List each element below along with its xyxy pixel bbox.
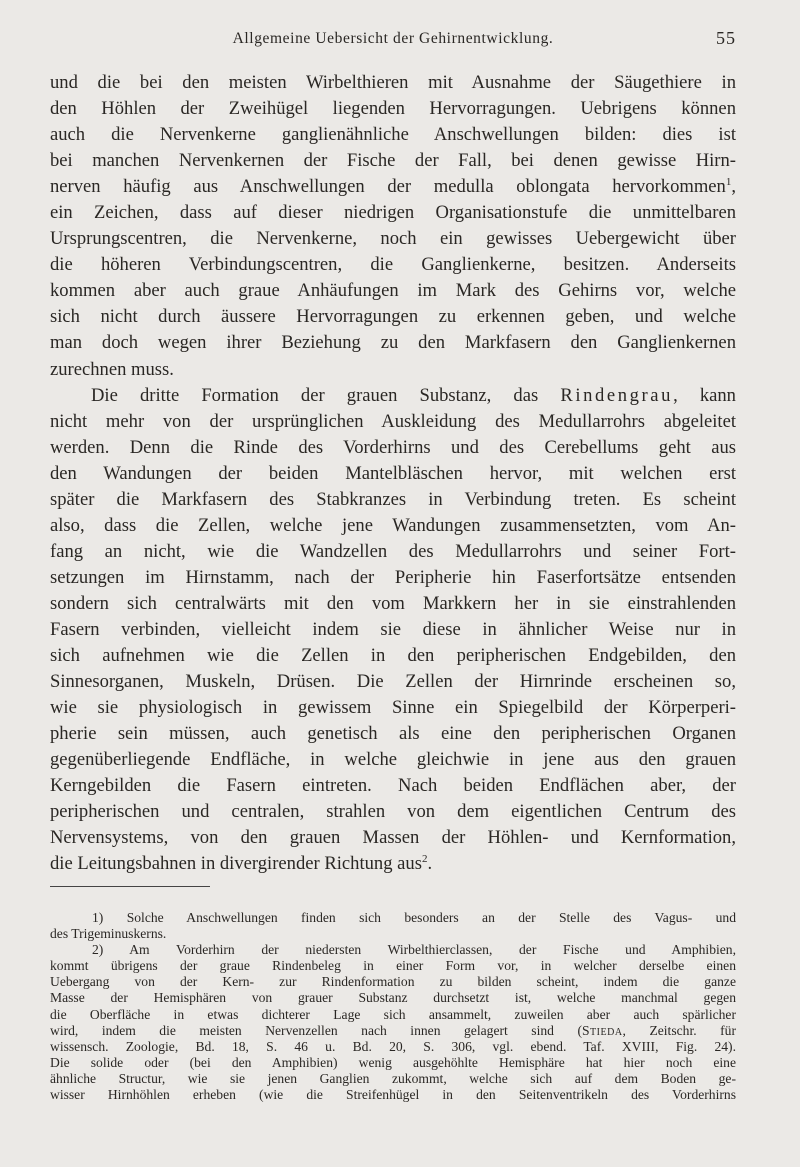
- text-line: setzungen im Hirnstamm, nach der Peripherie hin Faserfortsätze entsenden: [50, 566, 736, 588]
- footnote-ref: 2: [421, 853, 428, 866]
- text-line: und die bei den meisten Wirbelthieren mit Ausnahme der Säugethiere in: [50, 72, 736, 93]
- text-line: sich aufnehmen wie die Zellen in den peripherischen Endgebilden, den: [50, 645, 736, 667]
- text-line: pherie sein müssen, auch genetisch als eine den peripherischen Organen: [50, 723, 736, 745]
- text-line: wie sie physiologisch in gewissem Sinne ein Spiegelbild der Körperperi-: [50, 697, 736, 719]
- text-line: nicht mehr von der ursprünglichen Auskleidung des Medullarrohrs abgeleitet: [50, 410, 736, 432]
- footnote-line: Masse der Hemisphären von grauer Substanz durchsetzt ist, welche manchmal gegen: [50, 990, 736, 1006]
- footnote-line: wissensch. Zoologie, Bd. 18, S. 46 u. Bd. 20, S. 306, vgl. ebend. Taf. XVIII, Fig. 24).: [50, 1038, 736, 1054]
- footnote-text-tail: , Zeitschr. für: [622, 1022, 736, 1038]
- footnote-line: die Oberfläche in etwas dichterer Lage sich ansammelt, zuweilen aber auch spärlicher: [50, 1006, 736, 1022]
- footnote-marker: 2): [92, 942, 104, 958]
- text-line: Kerngebilden die Fasern eintreten. Nach beiden Endflächen aber, der: [50, 775, 736, 797]
- spaced-term: Rindengrau: [560, 384, 674, 406]
- text-line: Nervensystems, von den grauen Massen der Höhlen- und Kernformation,: [50, 827, 736, 849]
- body-text: [50, 70, 736, 877]
- text-line: den Höhlen der Zweihügel liegenden Hervorragungen. Uebrigens können: [50, 98, 736, 120]
- text-line: Ursprungscentren, die Nervenkerne, noch ein gewisses Uebergewicht über: [50, 228, 736, 250]
- running-title: Allgemeine Uebersicht der Gehirnentwicklung.: [232, 30, 554, 47]
- footnote-text: Am Vorderhirn der niedersten Wirbelthierclassen, der Fische und Amphibien,: [129, 942, 736, 958]
- footnote-line: [50, 910, 736, 926]
- footnote-text: wird, indem die meisten Nervenzellen nach innen gelagert sind (: [50, 1022, 582, 1038]
- footnote-line: des Trigeminuskerns.: [50, 926, 167, 942]
- page-number: 55: [716, 28, 736, 48]
- punctuation: .: [427, 853, 433, 875]
- line-text-tail: , kann: [673, 384, 736, 406]
- line-text: nerven häufig aus Anschwellungen der medulla oblongata hervorkommen: [50, 176, 726, 198]
- text-line: [50, 851, 736, 877]
- line-text: Die dritte Formation der grauen Substanz, das: [91, 384, 539, 406]
- text-line: [50, 174, 736, 200]
- text-line: den Wandungen der beiden Mantelbläschen hervor, mit welchen erst: [50, 462, 736, 484]
- text-line: werden. Denn die Rinde des Vorderhirns und des Cerebellums geht aus: [50, 436, 736, 458]
- text-line: gegenüberliegende Endfläche, in welche gleichwie in jene aus den grauen: [50, 749, 736, 771]
- text-line: ein Zeichen, dass auf dieser niedrigen Organisationstufe die unmittelbaren: [50, 202, 736, 224]
- text-line: also, dass die Zellen, welche jene Wandungen zusammensetzten, vom An-: [50, 514, 736, 536]
- text-line: [50, 383, 736, 409]
- footnote-line: [50, 942, 736, 958]
- text-line: Fasern verbinden, vielleicht indem sie diese in ähnlicher Weise nur in: [50, 618, 736, 640]
- footnote-line: Uebergang von der Kern- zur Rindenformation zu bilden scheint, indem die ganze: [50, 974, 736, 990]
- footnote-line: Die solide oder (bei den Amphibien) wenig ausgehöhlte Hemisphäre hat hier noch eine: [50, 1054, 736, 1070]
- text-line: später die Markfasern des Stabkranzes in Verbindung treten. Es scheint: [50, 488, 736, 510]
- footnote-ref: 1: [725, 176, 732, 189]
- text-line: die höheren Verbindungscentren, die Ganglienkerne, besitzen. Anderseits: [50, 254, 736, 276]
- text-line: man doch wegen ihrer Beziehung zu den Markfasern den Ganglienkernen: [50, 332, 736, 354]
- footnotes: [50, 910, 736, 1103]
- author-name: Stieda: [581, 1022, 623, 1038]
- text-line: sondern sich centralwärts mit den vom Markkern her in sie einstrahlenden: [50, 592, 736, 614]
- footnote-line: [50, 1023, 736, 1039]
- text-line: Sinnesorganen, Muskeln, Drüsen. Die Zellen der Hirnrinde erscheinen so,: [50, 671, 736, 693]
- footnote-marker: 1): [92, 910, 104, 925]
- footnote-line: kommt übrigens der graue Rindenbeleg in einer Form vor, in welcher derselbe einen: [50, 958, 736, 974]
- running-header: [50, 26, 736, 54]
- footnote-line: ähnliche Structur, wie sie jenen Ganglien zukommt, welche sich auf dem Boden ge-: [50, 1070, 736, 1086]
- text-line: sich nicht durch äussere Hervorragungen zu erkennen geben, und welche: [50, 306, 736, 328]
- footnote-text: Solche Anschwellungen finden sich besonders an der Stelle des Vagus- und: [126, 910, 736, 925]
- line-text: die Leitungsbahnen in divergirender Richtung aus: [50, 853, 422, 875]
- text-line: zurechnen muss.: [50, 358, 174, 380]
- text-line: bei manchen Nervenkernen der Fische der Fall, bei denen gewisse Hirn-: [50, 150, 736, 172]
- text-line: kommen aber auch graue Anhäufungen im Mark des Gehirns vor, welche: [50, 280, 736, 302]
- footnote-rule: [50, 886, 210, 887]
- text-line: fang an nicht, wie die Wandzellen des Medullarrohrs und seiner Fort-: [50, 540, 736, 562]
- text-line: peripherischen und centralen, strahlen von dem eigentlichen Centrum des: [50, 801, 736, 823]
- punctuation: ,: [731, 176, 736, 198]
- text-line: auch die Nervenkerne ganglienähnliche Anschwellungen bilden: dies ist: [50, 124, 736, 146]
- footnote-line: wisser Hirnhöhlen erheben (wie die Streifenhügel in den Seitenventrikeln des Vorderhirns: [50, 1087, 736, 1103]
